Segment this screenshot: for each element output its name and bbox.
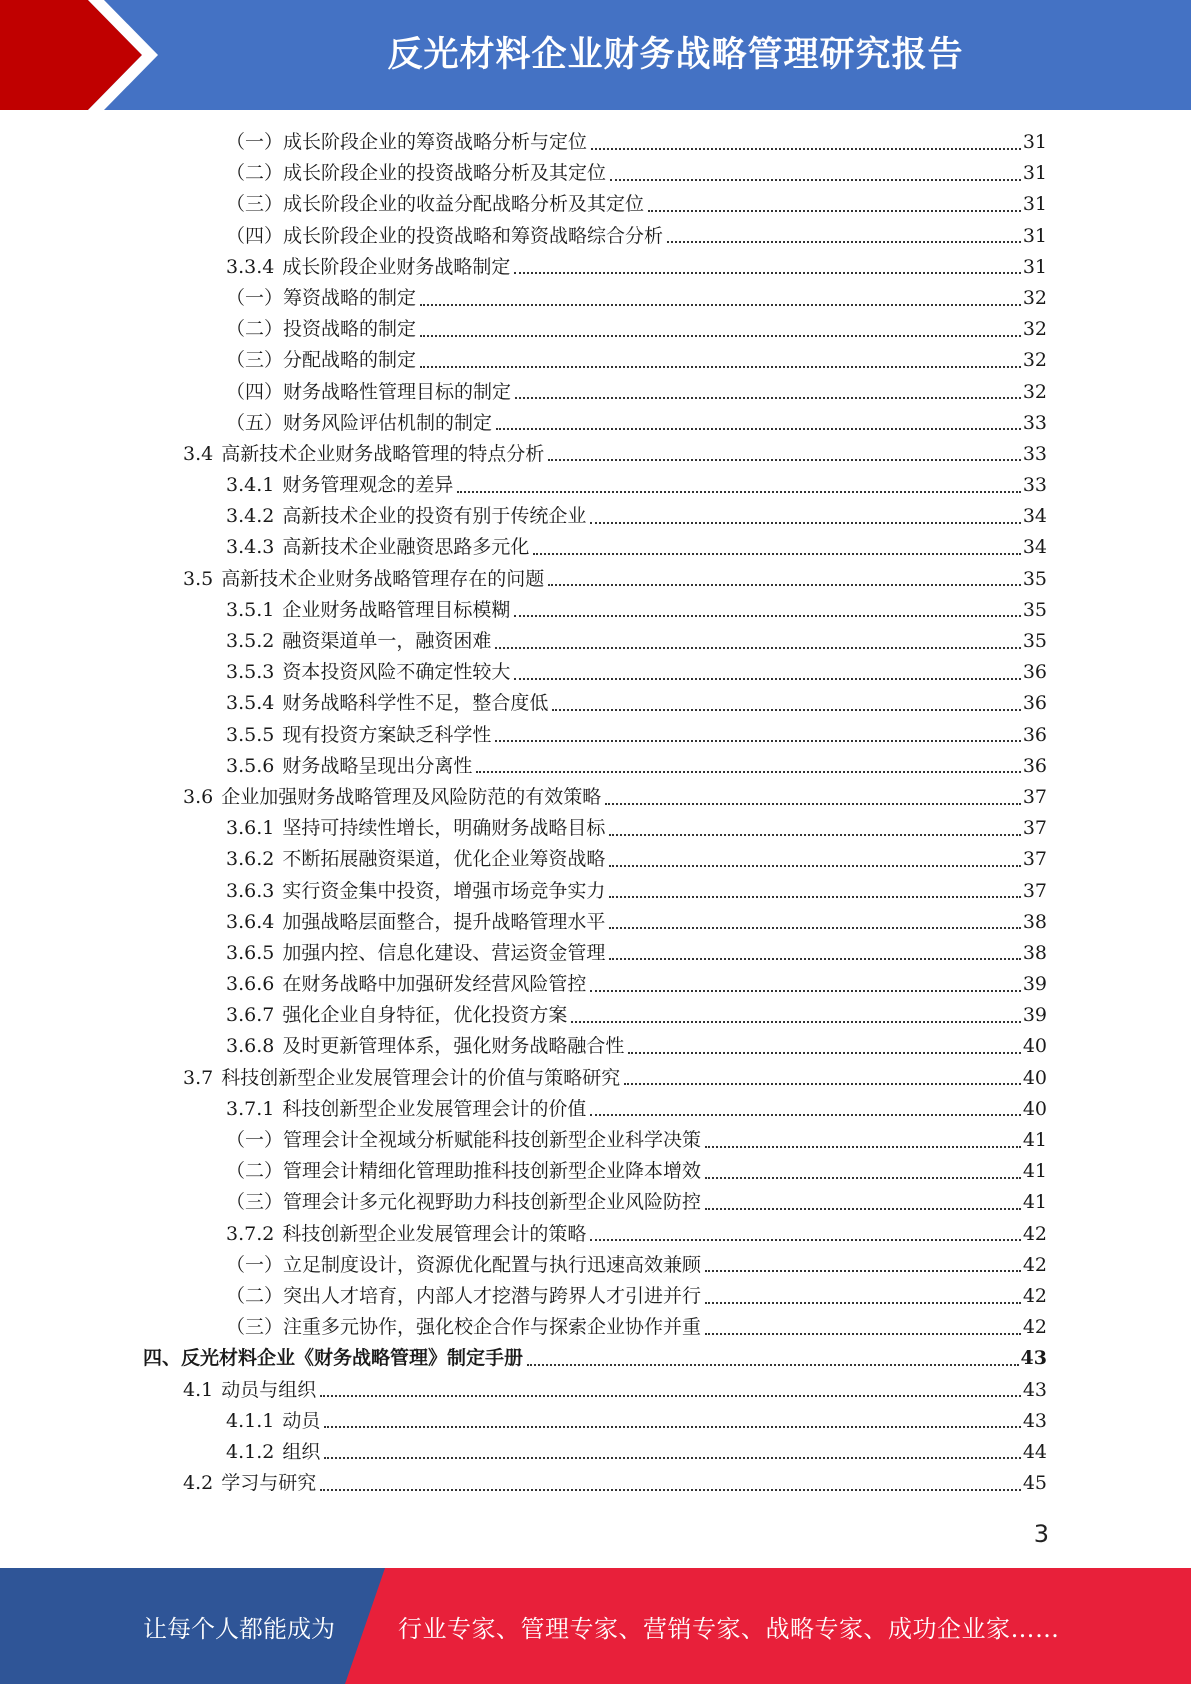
toc-entry-number: 3.7 bbox=[183, 1066, 214, 1089]
toc-entry[interactable] bbox=[0, 657, 1191, 688]
toc-entry[interactable] bbox=[0, 938, 1191, 969]
toc-entry-label: 坚持可持续性增长，明确财务战略目标 bbox=[282, 817, 606, 840]
toc-entry-label: （三）分配战略的制定 bbox=[226, 349, 417, 372]
toc-entry-label: （二）突出人才培育，内部人才挖潜与跨界人才引进并行 bbox=[226, 1284, 702, 1307]
toc-dot-leader bbox=[705, 1146, 1021, 1148]
toc-entry[interactable] bbox=[0, 501, 1191, 532]
toc-dot-leader bbox=[552, 709, 1020, 711]
toc-entry-page: 33 bbox=[1022, 442, 1047, 465]
toc-entry-label: 融资渠道单一，融资困难 bbox=[282, 630, 492, 652]
toc-entry-label: 高新技术企业融资思路多元化 bbox=[282, 536, 530, 559]
toc-entry[interactable] bbox=[0, 252, 1191, 283]
toc-entry-page: 39 bbox=[1022, 1004, 1047, 1027]
toc-entry-label: （一）筹资战略的制定 bbox=[226, 286, 417, 309]
toc-entry-title bbox=[226, 688, 552, 719]
toc-entry-page: 32 bbox=[1022, 286, 1047, 309]
toc-entry-title bbox=[226, 751, 476, 782]
toc-entry-label: 资本投资风险不确定性较大 bbox=[282, 661, 511, 684]
toc-dot-leader bbox=[705, 1302, 1021, 1304]
toc-entry-label: （二）成长阶段企业的投资战略分析及其定位 bbox=[226, 162, 607, 185]
toc-entry-title bbox=[226, 1250, 705, 1281]
toc-entry-title bbox=[226, 158, 610, 189]
toc-dot-leader bbox=[705, 1333, 1021, 1335]
toc-entry[interactable] bbox=[0, 532, 1191, 563]
toc-entry-label: 在财务战略中加强研发经营风险管控 bbox=[282, 973, 587, 996]
toc-dot-leader bbox=[420, 335, 1021, 337]
toc-entry[interactable] bbox=[0, 969, 1191, 1000]
toc-entry[interactable] bbox=[0, 189, 1191, 220]
toc-entry-title bbox=[226, 252, 514, 283]
toc-entry-page: 32 bbox=[1022, 318, 1047, 341]
toc-entry-label: 财务战略科学性不足，整合度低 bbox=[282, 692, 549, 715]
toc-entry-number: 3.6.5 bbox=[226, 941, 275, 964]
toc-dot-leader bbox=[705, 1208, 1021, 1210]
toc-entry-page: 37 bbox=[1022, 785, 1047, 808]
toc-entry[interactable] bbox=[0, 314, 1191, 345]
toc-dot-leader bbox=[495, 647, 1020, 649]
toc-entry-page: 44 bbox=[1022, 1440, 1047, 1463]
toc-entry[interactable] bbox=[0, 439, 1191, 470]
toc-entry[interactable] bbox=[0, 221, 1191, 252]
toc-entry[interactable] bbox=[0, 844, 1191, 875]
toc-dot-leader bbox=[420, 366, 1021, 368]
toc-dot-leader bbox=[628, 1052, 1020, 1054]
toc-entry-title bbox=[226, 938, 609, 969]
toc-entry-label: 财务战略呈现出分离性 bbox=[282, 754, 473, 777]
toc-entry-number: 3.4 bbox=[183, 442, 214, 465]
toc-entry-number: 3.6.7 bbox=[226, 1004, 275, 1027]
toc-dot-leader bbox=[590, 1239, 1020, 1241]
toc-entry-number: 4.1 bbox=[183, 1378, 214, 1401]
toc-entry-page: 37 bbox=[1022, 817, 1047, 840]
toc-entry[interactable] bbox=[0, 688, 1191, 719]
toc-entry-page: 37 bbox=[1022, 879, 1047, 902]
toc-entry-page: 43 bbox=[1022, 1409, 1047, 1432]
toc-entry-page: 31 bbox=[1022, 131, 1047, 153]
toc-entry-page: 33 bbox=[1022, 474, 1047, 497]
toc-dot-leader bbox=[548, 584, 1021, 586]
toc-entry-number: 4.1.2 bbox=[226, 1440, 275, 1463]
toc-entry-number: 3.5.6 bbox=[226, 754, 275, 777]
toc-entry[interactable] bbox=[0, 1375, 1191, 1406]
toc-dot-leader bbox=[527, 1364, 1019, 1366]
toc-entry-number: 3.6.6 bbox=[226, 973, 275, 996]
toc-entry-label: （二）管理会计精细化管理助推科技创新型企业降本增效 bbox=[226, 1160, 702, 1183]
toc-entry-number: 3.5.3 bbox=[226, 661, 275, 684]
toc-entry[interactable] bbox=[0, 1312, 1191, 1343]
toc-dot-leader bbox=[609, 927, 1020, 929]
toc-entry[interactable] bbox=[0, 408, 1191, 439]
toc-entry-title bbox=[143, 1343, 527, 1374]
toc-entry-number: 3.5.4 bbox=[226, 692, 275, 715]
toc-entry-page: 36 bbox=[1022, 754, 1047, 777]
toc-entry-label: （三）注重多元协作，强化校企合作与探索企业协作并重 bbox=[226, 1316, 702, 1339]
toc-entry-page: 33 bbox=[1022, 411, 1047, 434]
toc-entry[interactable] bbox=[0, 158, 1191, 189]
toc-entry-label: 企业加强财务战略管理及风险防范的有效策略 bbox=[221, 785, 602, 808]
toc-entry-label: 加强战略层面整合，提升战略管理水平 bbox=[282, 910, 606, 933]
toc-entry-number: 3.5.5 bbox=[226, 723, 275, 746]
toc-entry-page: 41 bbox=[1022, 1191, 1047, 1214]
toc-entry-label: （五）财务风险评估机制的制定 bbox=[226, 411, 493, 434]
toc-dot-leader bbox=[515, 397, 1021, 399]
toc-entry-label: （三）管理会计多元化视野助力科技创新型企业风险防控 bbox=[226, 1191, 702, 1214]
toc-entry-label: （四）财务战略性管理目标的制定 bbox=[226, 380, 512, 403]
toc-entry-page: 31 bbox=[1022, 224, 1047, 247]
toc-entry-number: 3.5.2 bbox=[226, 630, 275, 652]
toc-entry[interactable] bbox=[0, 1250, 1191, 1281]
toc-entry-label: 高新技术企业财务战略管理存在的问题 bbox=[221, 567, 545, 590]
toc-entry-title bbox=[226, 813, 609, 844]
toc-entry-number: 3.7.1 bbox=[226, 1097, 275, 1120]
toc-dot-leader bbox=[590, 990, 1020, 992]
page-number: 3 bbox=[1033, 1520, 1049, 1548]
toc-entry-page: 31 bbox=[1022, 193, 1047, 216]
toc-entry-label: 高新技术企业财务战略管理的特点分析 bbox=[221, 442, 545, 465]
toc-entry-label: 企业财务战略管理目标模糊 bbox=[282, 598, 511, 621]
toc-entry-label: 实行资金集中投资，增强市场竞争实力 bbox=[282, 879, 606, 902]
toc-entry-title bbox=[226, 1031, 628, 1062]
toc-entry[interactable] bbox=[0, 813, 1191, 844]
toc-entry-label: （二）投资战略的制定 bbox=[226, 318, 417, 341]
toc-entry-page: 39 bbox=[1022, 973, 1047, 996]
toc-dot-leader bbox=[591, 148, 1021, 150]
toc-entry-title bbox=[226, 189, 648, 220]
toc-dot-leader bbox=[320, 1395, 1021, 1397]
toc-entry-label: 高新技术企业的投资有别于传统企业 bbox=[282, 505, 587, 528]
toc-entry[interactable] bbox=[0, 1219, 1191, 1250]
toc-entry-title bbox=[226, 876, 609, 907]
toc-dot-leader bbox=[514, 678, 1020, 680]
toc-dot-leader bbox=[610, 179, 1021, 181]
toc-entry-title bbox=[226, 221, 667, 252]
toc-entry[interactable] bbox=[0, 283, 1191, 314]
toc-dot-leader bbox=[420, 304, 1021, 306]
toc-dot-leader bbox=[609, 834, 1020, 836]
toc-entry-title bbox=[183, 564, 548, 595]
toc-entry-page: 35 bbox=[1022, 567, 1047, 590]
toc-entry-title bbox=[226, 1312, 705, 1343]
toc-entry-number: 3.4.3 bbox=[226, 536, 275, 559]
toc-entry-page: 42 bbox=[1022, 1284, 1047, 1307]
toc-entry-title bbox=[226, 1437, 324, 1468]
toc-entry-page: 41 bbox=[1022, 1129, 1047, 1151]
toc-entry[interactable] bbox=[0, 1031, 1191, 1062]
toc-entry-number: 3.5.1 bbox=[226, 598, 275, 621]
toc-entry[interactable] bbox=[0, 1187, 1191, 1218]
toc-entry-number: 4.1.1 bbox=[226, 1409, 275, 1432]
toc-dot-leader bbox=[514, 615, 1020, 617]
toc-entry-page: 31 bbox=[1022, 162, 1047, 185]
toc-dot-leader bbox=[667, 241, 1021, 243]
toc-entry-label: （四）成长阶段企业的投资战略和筹资战略综合分析 bbox=[226, 224, 664, 247]
toc-dot-leader bbox=[609, 865, 1020, 867]
toc-entry-page: 40 bbox=[1022, 1097, 1047, 1120]
toc-entry-page: 35 bbox=[1022, 598, 1047, 621]
toc-entry-page: 34 bbox=[1022, 505, 1047, 528]
toc-dot-leader bbox=[320, 1489, 1021, 1491]
toc-entry-page: 42 bbox=[1022, 1253, 1047, 1276]
toc-entry-title bbox=[183, 782, 605, 813]
toc-entry-title bbox=[226, 1094, 590, 1125]
footer-slogan-right: 行业专家、管理专家、营销专家、战略专家、成功企业家…… bbox=[398, 1614, 1060, 1643]
toc-dot-leader bbox=[548, 459, 1021, 461]
toc-entry-label: （三）成长阶段企业的收益分配战略分析及其定位 bbox=[226, 193, 645, 216]
toc-entry-page: 40 bbox=[1022, 1066, 1047, 1089]
toc-entry[interactable] bbox=[0, 470, 1191, 501]
toc-entry-page: 38 bbox=[1022, 941, 1047, 964]
toc-entry[interactable] bbox=[0, 1156, 1191, 1187]
toc-dot-leader bbox=[605, 803, 1021, 805]
toc-entry[interactable] bbox=[0, 595, 1191, 626]
toc-dot-leader bbox=[457, 491, 1020, 493]
toc-entry[interactable] bbox=[0, 1437, 1191, 1468]
toc-entry-label: 科技创新型企业发展管理会计的价值与策略研究 bbox=[221, 1066, 621, 1089]
toc-entry-number: 3.5 bbox=[183, 567, 214, 590]
toc-entry-title bbox=[226, 844, 609, 875]
toc-entry-page: 32 bbox=[1022, 380, 1047, 403]
toc-entry-title bbox=[226, 907, 609, 938]
toc-entry[interactable] bbox=[0, 1468, 1191, 1499]
toc-dot-leader bbox=[705, 1177, 1021, 1179]
toc-entry[interactable] bbox=[0, 1000, 1191, 1031]
toc-entry[interactable] bbox=[0, 907, 1191, 938]
toc-entry-number: 3.6.3 bbox=[226, 879, 275, 902]
toc-entry-title bbox=[226, 1000, 571, 1031]
toc-dot-leader bbox=[324, 1426, 1020, 1428]
toc-entry-title bbox=[183, 1468, 320, 1499]
toc-entry[interactable] bbox=[0, 1343, 1191, 1374]
toc-entry-title bbox=[226, 626, 495, 657]
toc-entry-title bbox=[226, 127, 591, 158]
toc-entry-page: 36 bbox=[1022, 723, 1047, 746]
toc-dot-leader bbox=[496, 428, 1021, 430]
toc-entry-page: 34 bbox=[1022, 536, 1047, 559]
toc-entry-page: 37 bbox=[1022, 848, 1047, 871]
toc-dot-leader bbox=[609, 958, 1020, 960]
toc-entry-label: 科技创新型企业发展管理会计的策略 bbox=[282, 1222, 587, 1245]
page-footer bbox=[0, 1568, 1191, 1684]
toc-entry-title bbox=[226, 657, 514, 688]
toc-entry-title bbox=[226, 1406, 324, 1437]
toc-entry-title bbox=[226, 470, 457, 501]
toc-entry[interactable] bbox=[0, 782, 1191, 813]
toc-entry-title bbox=[226, 532, 533, 563]
toc-entry-number: 3.6.2 bbox=[226, 848, 275, 871]
toc-entry-label: （一）管理会计全视域分析赋能科技创新型企业科学决策 bbox=[226, 1129, 702, 1151]
toc-entry-title bbox=[226, 283, 420, 314]
toc-entry-title bbox=[226, 345, 420, 376]
toc-entry-title bbox=[183, 439, 548, 470]
toc-entry-page: 45 bbox=[1022, 1472, 1047, 1495]
toc-entry-number: 3.6.1 bbox=[226, 817, 275, 840]
toc-dot-leader bbox=[514, 272, 1020, 274]
toc-dot-leader bbox=[609, 896, 1020, 898]
toc-dot-leader bbox=[324, 1457, 1020, 1459]
toc-entry-label: 动员 bbox=[282, 1409, 321, 1432]
toc-entry-title bbox=[226, 595, 514, 626]
toc-entry-page: 41 bbox=[1022, 1160, 1047, 1183]
footer-slogan-left: 让每个人都能成为 bbox=[143, 1614, 335, 1643]
toc-entry-number: 3.7.2 bbox=[226, 1222, 275, 1245]
toc-entry-label: 财务管理观念的差异 bbox=[282, 474, 454, 497]
toc-entry-label: 现有投资方案缺乏科学性 bbox=[282, 723, 492, 746]
toc-entry[interactable] bbox=[0, 626, 1191, 657]
toc-entry-number: 3.6.8 bbox=[226, 1035, 275, 1058]
toc-entry-page: 36 bbox=[1022, 692, 1047, 715]
page-header bbox=[0, 0, 1191, 110]
toc-entry-title bbox=[226, 1125, 705, 1156]
toc-entry-label: 四、反光材料企业《财务战略管理》制定手册 bbox=[143, 1347, 524, 1370]
toc-entry[interactable] bbox=[0, 1094, 1191, 1125]
toc-entry-label: 组织 bbox=[282, 1440, 321, 1463]
toc-entry-label: 强化企业自身特征，优化投资方案 bbox=[282, 1004, 568, 1027]
toc-entry[interactable] bbox=[0, 1063, 1191, 1094]
toc-entry-title bbox=[226, 377, 515, 408]
toc-entry-label: 及时更新管理体系，强化财务战略融合性 bbox=[282, 1035, 625, 1058]
toc-entry-title bbox=[226, 1187, 705, 1218]
toc-entry-label: 动员与组织 bbox=[221, 1378, 317, 1401]
toc-dot-leader bbox=[476, 771, 1020, 773]
toc-entry[interactable] bbox=[0, 876, 1191, 907]
toc-entry-page: 40 bbox=[1022, 1035, 1047, 1058]
toc-entry[interactable] bbox=[0, 1406, 1191, 1437]
toc-entry-title bbox=[183, 1063, 624, 1094]
toc-dot-leader bbox=[533, 553, 1020, 555]
toc-entry[interactable] bbox=[0, 377, 1191, 408]
toc-entry-title bbox=[226, 408, 496, 439]
toc-dot-leader bbox=[590, 1114, 1020, 1116]
toc-entry-page: 36 bbox=[1022, 661, 1047, 684]
toc-entry-label: 学习与研究 bbox=[221, 1472, 317, 1495]
toc-entry-label: （一）立足制度设计，资源优化配置与执行迅速高效兼顾 bbox=[226, 1253, 702, 1276]
toc-dot-leader bbox=[648, 210, 1021, 212]
toc-entry-label: 成长阶段企业财务战略制定 bbox=[282, 255, 511, 278]
toc-entry[interactable] bbox=[0, 345, 1191, 376]
toc-entry-title bbox=[226, 501, 590, 532]
toc-entry-page: 32 bbox=[1022, 349, 1047, 372]
table-of-contents bbox=[0, 127, 1191, 1499]
toc-dot-leader bbox=[495, 740, 1020, 742]
toc-dot-leader bbox=[624, 1083, 1021, 1085]
toc-entry-title bbox=[226, 1219, 590, 1250]
toc-dot-leader bbox=[705, 1270, 1021, 1272]
toc-entry-label: 科技创新型企业发展管理会计的价值 bbox=[282, 1097, 587, 1120]
toc-entry-number: 3.6 bbox=[183, 785, 214, 808]
toc-dot-leader bbox=[590, 522, 1020, 524]
toc-entry-title bbox=[226, 1281, 705, 1312]
toc-entry-number: 3.3.4 bbox=[226, 255, 275, 278]
toc-entry-page: 31 bbox=[1022, 255, 1047, 278]
toc-entry-title bbox=[226, 314, 420, 345]
toc-entry[interactable] bbox=[0, 1281, 1191, 1312]
toc-entry[interactable] bbox=[0, 127, 1191, 158]
toc-entry-number: 3.6.4 bbox=[226, 910, 275, 933]
toc-entry-page: 43 bbox=[1020, 1347, 1047, 1370]
toc-entry-title bbox=[183, 1375, 320, 1406]
toc-entry-title bbox=[226, 720, 495, 751]
toc-entry-title bbox=[226, 969, 590, 1000]
toc-entry-page: 38 bbox=[1022, 910, 1047, 933]
toc-entry-page: 42 bbox=[1022, 1222, 1047, 1245]
toc-entry[interactable] bbox=[0, 720, 1191, 751]
toc-entry-number: 4.2 bbox=[183, 1472, 214, 1495]
toc-entry-page: 43 bbox=[1022, 1378, 1047, 1401]
toc-entry-number: 3.4.2 bbox=[226, 505, 275, 528]
toc-entry[interactable] bbox=[0, 564, 1191, 595]
toc-entry-label: 加强内控、信息化建设、营运资金管理 bbox=[282, 941, 606, 964]
toc-entry-page: 35 bbox=[1022, 630, 1047, 652]
toc-entry-page: 42 bbox=[1022, 1316, 1047, 1339]
toc-entry-number: 3.4.1 bbox=[226, 474, 275, 497]
toc-entry[interactable] bbox=[0, 751, 1191, 782]
toc-entry-label: 不断拓展融资渠道，优化企业筹资战略 bbox=[282, 848, 606, 871]
toc-entry[interactable] bbox=[0, 1125, 1191, 1156]
toc-entry-title bbox=[226, 1156, 705, 1187]
toc-dot-leader bbox=[571, 1021, 1020, 1023]
toc-entry-label: （一）成长阶段企业的筹资战略分析与定位 bbox=[226, 131, 588, 153]
document-title: 反光材料企业财务战略管理研究报告 bbox=[387, 35, 964, 75]
